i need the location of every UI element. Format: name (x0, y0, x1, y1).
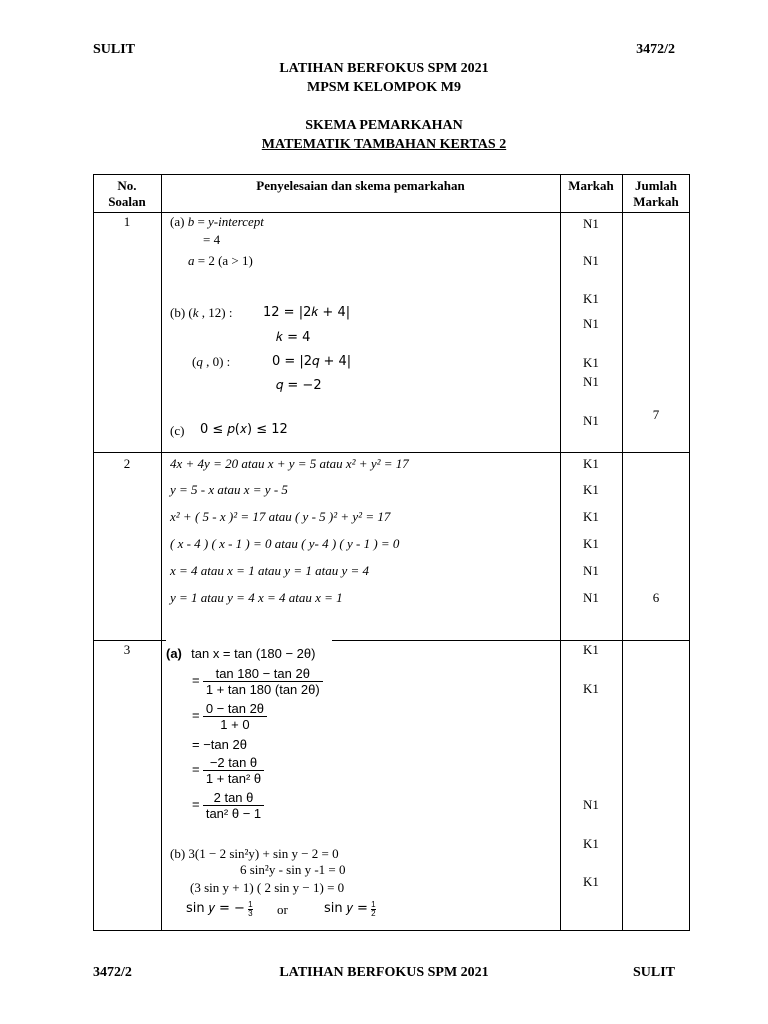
q1-a-b: b (187, 214, 195, 229)
q1-b-q-pre: ( (192, 354, 197, 369)
q3-b-frac-left (248, 901, 252, 918)
q3-f3-den: 1 + tan² θ (205, 771, 262, 786)
q1-total: 7 (652, 407, 660, 422)
q1-a-eq: = (194, 214, 209, 229)
q2-line-3: x² + ( 5 - x )² = 17 atau ( y - 5 )² + y² = 17 (170, 509, 391, 524)
q2-line-6: y = 1 atau y = 4 x = 4 atau x = 1 (170, 590, 343, 605)
q1-mark-3: K1 (583, 291, 599, 306)
q1-a-value: = 2 (a > 1) (194, 253, 253, 268)
q1-mark-1: N1 (583, 216, 599, 231)
q2-number: 2 (123, 456, 131, 471)
sulit-label-top: SULIT (93, 42, 136, 57)
q2-mark-4: K1 (583, 536, 599, 551)
q3-b-line3: (3 sin y + 1) ( 2 sin y − 1) = 0 (190, 880, 345, 895)
q1-b-q-var: q (196, 354, 203, 369)
q2-mark-3: K1 (583, 509, 599, 524)
q3-a-step5 (192, 790, 264, 821)
header-jumlah-line1: Jumlah (635, 178, 677, 193)
exam-subtitle: MPSM KELOMPOK M9 (307, 80, 461, 95)
subject-title (0, 137, 768, 153)
q1-number: 1 (123, 214, 131, 229)
q3-a-eq1: tan x = tan (180 − 2θ) (191, 646, 316, 661)
q1-b-eq3: 0 = |2𝑞 + 4| (272, 354, 352, 369)
q3-b-sin-left: sin 𝑦 = − (186, 901, 245, 916)
q1-b-post: , 12) : (198, 305, 233, 320)
q3-b-frac-left-num: 1 (248, 899, 253, 909)
paper-code-top: 3472/2 (636, 42, 675, 57)
q2-mark-1: K1 (583, 456, 599, 471)
q2-line-1: 4x + 4y = 20 atau x + y = 5 atau x² + y² = 17 (170, 456, 409, 471)
q3-b-frac-left-den: 3 (248, 908, 253, 918)
q1-mark-4: N1 (583, 316, 599, 331)
q2-line-4: ( x - 4 ) ( x - 1 ) = 0 atau ( y- 4 ) ( y - 1 ) = 0 (170, 536, 400, 551)
q3-number: 3 (123, 642, 131, 657)
q3-b-line4-right (324, 900, 376, 918)
q1-mark-5: K1 (583, 355, 599, 370)
q2-mark-6: N1 (583, 590, 599, 605)
header-solution: Penyelesaian dan skema pemarkahan (256, 178, 465, 193)
q1-a-intercept: y-intercept (208, 214, 264, 229)
q1-b-eq2: 𝑘 = 4 (276, 330, 311, 345)
q3-fraction-1 (203, 666, 323, 697)
q1-mark-6: N1 (583, 374, 599, 389)
q3-b-line1: (b) 3(1 − 2 sin²y) + sin y − 2 = 0 (170, 846, 339, 861)
q1-b-eq4: 𝑞 = −2 (276, 378, 322, 393)
q3-eq-sign-4: = (192, 796, 200, 812)
header-no-line1: No. (117, 178, 137, 193)
q2-mark-2: K1 (583, 482, 599, 497)
q1-c-eq: 0 ≤ 𝑝(𝑥) ≤ 12 (200, 422, 288, 437)
q3-mark-3: N1 (583, 797, 599, 812)
q1-b-eq1: 12 = |2𝑘 + 4| (263, 305, 351, 320)
q3-f3-num: −2 tan θ (203, 755, 264, 771)
col-divider-3 (622, 174, 623, 931)
exam-title: LATIHAN BERFOKUS SPM 2021 (279, 61, 489, 76)
header-no-soalan (93, 178, 161, 210)
q3-a-step4 (192, 755, 264, 786)
q3-b-frac-right (371, 901, 375, 918)
scheme-title: SKEMA PEMARKAHAN (305, 118, 463, 133)
q2-total: 6 (652, 590, 660, 605)
q1-a-line3 (188, 253, 253, 269)
q3-fraction-4 (203, 790, 264, 821)
q3-a-line1 (166, 646, 315, 662)
q1-mark-2: N1 (583, 253, 599, 268)
q3-eq-sign-1: = (192, 672, 200, 688)
q3-eq-sign-3: = (192, 761, 200, 777)
col-divider-2 (560, 174, 561, 931)
q3-mark-2: K1 (583, 681, 599, 696)
q3-a-label: (a) (166, 646, 182, 661)
marking-table (93, 174, 690, 931)
q1-b-q-label (192, 354, 230, 370)
q1-a-line2: = 4 (203, 232, 221, 247)
header-jumlah-line2: Markah (633, 194, 679, 209)
q1-b-label (170, 305, 232, 321)
q1-mark-7: N1 (583, 413, 599, 428)
q3-eq-sign-2: = (192, 707, 200, 723)
row-divider-1 (93, 452, 690, 453)
q2-line-2: y = 5 - x atau x = y - 5 (170, 482, 288, 497)
subject-title-text: MATEMATIK TAMBAHAN KERTAS 2 (261, 137, 507, 152)
header-jumlah (622, 178, 690, 210)
q3-b-sin-right: sin 𝑦 = (324, 901, 368, 916)
col-divider-1 (161, 174, 162, 931)
q3-f4-num: 2 tan θ (203, 790, 264, 806)
q3-fraction-2 (203, 701, 267, 732)
q3-b-line4-left (186, 900, 253, 918)
q3-f2-den: 1 + 0 (220, 717, 250, 732)
header-no-line2: Soalan (108, 194, 146, 209)
paper-code-bottom: 3472/2 (93, 965, 132, 980)
header-divider (93, 212, 690, 213)
q1-a-label: (a) (170, 214, 185, 229)
q2-mark-5: N1 (583, 563, 599, 578)
q3-f1-num: tan 180 − tan 2θ (203, 666, 323, 682)
q3-mark-5: K1 (583, 874, 599, 889)
header-markah: Markah (568, 178, 614, 193)
q1-b-q-post: , 0) : (202, 354, 231, 369)
q3-f4-den: tan² θ − 1 (205, 806, 262, 821)
q1-a-var: a (188, 253, 195, 268)
q1-c-label: (c) (170, 423, 185, 438)
sulit-label-bottom: SULIT (632, 965, 675, 980)
line-gap (166, 638, 332, 642)
q3-fraction-3 (203, 755, 264, 786)
q3-b-frac-right-den: 2 (371, 908, 376, 918)
q3-b-line2: 6 sin²y - sin y -1 = 0 (240, 862, 346, 877)
q2-line-5: x = 4 atau x = 1 atau y = 1 atau y = 4 (170, 563, 370, 578)
q1-b-k: k (192, 305, 199, 320)
q3-a-step1 (192, 666, 323, 697)
q3-mark-4: K1 (583, 836, 599, 851)
q1-a-line1 (170, 214, 264, 230)
q1-b-pre: (b) ( (170, 305, 193, 320)
q3-a-step2 (192, 701, 267, 732)
q3-b-or: or (277, 902, 288, 917)
q3-b-frac-right-num: 1 (371, 899, 376, 909)
q3-f2-num: 0 − tan 2θ (203, 701, 267, 717)
q3-a-step3: = −tan 2θ (192, 737, 247, 752)
q3-f1-den: 1 + tan 180 (tan 2θ) (205, 682, 320, 697)
footer-title: LATIHAN BERFOKUS SPM 2021 (279, 965, 489, 980)
q3-mark-1: K1 (583, 642, 599, 657)
